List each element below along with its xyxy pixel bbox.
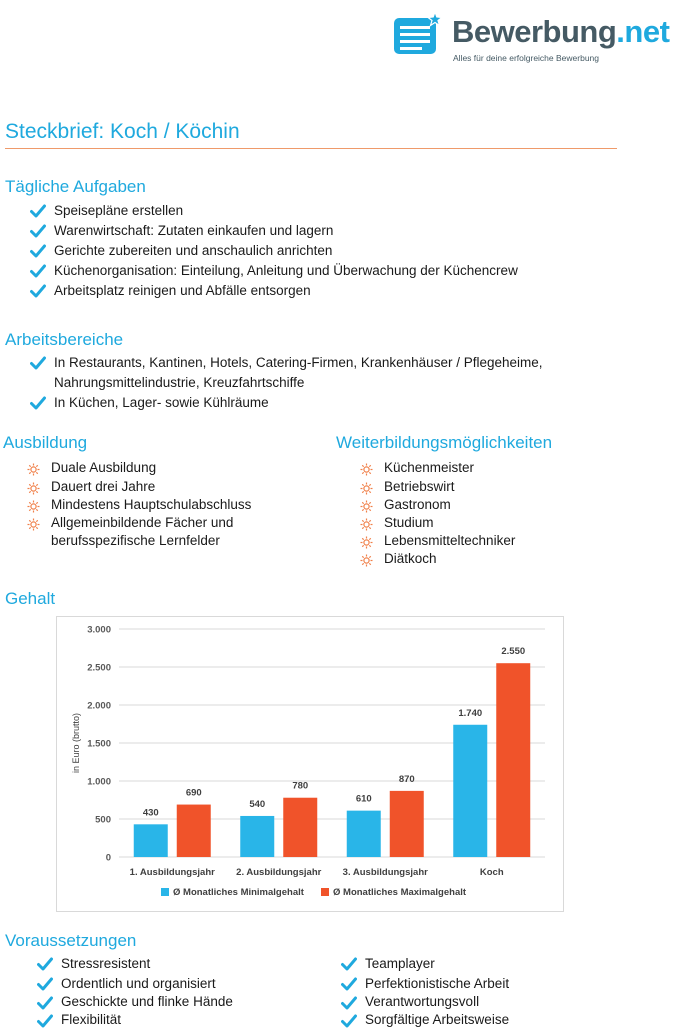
sun-icon [27,518,40,531]
check-icon [37,957,53,971]
brand-logo [394,4,700,64]
section-heading-arbeitsbereiche: Arbeitsbereiche [5,330,124,349]
check-icon [341,996,357,1010]
logo-tagline: Alles für deine erfolgreiche Bewerbung [453,53,600,63]
list-item: Gerichte zubereiten und anschaulich anrichten [30,241,518,261]
bar [240,816,274,857]
sun-icon [27,481,40,494]
list-item: Perfektionistische Arbeit [341,974,509,993]
check-icon [341,1014,357,1028]
y-tick-label: 2.500 [87,662,111,674]
legend-label: Ø Monatliches Minimalgehalt [173,887,304,898]
check-icon [30,284,46,298]
list-item: Ordentlich und organisiert [37,974,233,993]
check-icon [30,356,46,370]
list-item-continuation: Nahrungsmittelindustrie, Kreuzfahrtschiffe [54,375,305,390]
bar [390,791,424,857]
section-heading-gehalt: Gehalt [5,589,56,608]
sun-icon [360,500,373,513]
data-label: 430 [142,807,159,819]
list-item: Küchenorganisation: Einteilung, Anleitung und Überwachung der Küchencrew [30,261,518,281]
y-tick-label: 1.500 [87,738,111,750]
logo-wordmark: Bewerbung.net [452,14,670,49]
list-item: Küchenmeister [360,458,515,477]
bar [177,805,211,857]
list-item: Geschickte und flinke Hände [37,993,233,1011]
ausbildung-list [27,458,251,550]
bar [283,798,317,857]
list-item: Betriebswirt [360,477,515,496]
list-item: Teamplayer [341,954,509,974]
list-item: Speisepläne erstellen [30,201,518,221]
list-item: In Restaurants, Kantinen, Hotels, Catering-Firmen, Krankenhäuser / Pflegeheime, [30,353,543,373]
sun-icon [360,536,373,549]
check-icon [37,977,53,991]
y-tick-label: 1.000 [87,776,111,788]
list-item: Verantwortungsvoll [341,993,509,1011]
list-item: Studium [360,514,515,532]
legend-swatch [321,888,329,896]
x-tick-label: 1. Ausbildungsjahr [129,867,215,878]
bar [347,811,381,857]
document-star-icon [394,12,442,56]
y-tick-label: 0 [105,852,111,864]
data-label: 610 [355,793,372,805]
x-tick-label: 2. Ausbildungsjahr [236,867,322,878]
sun-icon [360,462,373,475]
salary-bar-chart [57,617,565,913]
x-tick-label: Koch [479,867,504,878]
y-tick-label: 2.000 [87,700,111,712]
section-heading-aufgaben: Tägliche Aufgaben [5,177,146,196]
section-heading-weiterbildung: Weiterbildungsmöglichkeiten [336,433,553,452]
list-item: Warenwirtschaft: Zutaten einkaufen und lagern [30,221,518,241]
voraussetzungen-left-list [37,954,233,1029]
y-tick-label: 500 [95,814,111,826]
page-title: Steckbrief: Koch / Köchin [5,120,240,143]
data-label: 780 [292,780,309,792]
list-item: Stressresistent [37,954,233,974]
check-icon [30,224,46,238]
data-label: 690 [185,787,202,799]
list-item: Lebensmitteltechniker [360,532,515,550]
list-item: Sorgfältige Arbeitsweise [341,1011,509,1029]
data-label: 870 [398,773,415,785]
check-icon [37,996,53,1010]
title-divider [5,148,617,149]
section-heading-voraussetzungen: Voraussetzungen [5,931,137,950]
arbeitsbereiche-list [30,353,543,413]
sun-icon [360,481,373,494]
list-item: Duale Ausbildung [27,458,251,477]
list-item: In Küchen, Lager- sowie Kühlräume [30,393,543,413]
sun-icon [27,500,40,513]
legend-label: Ø Monatliches Maximalgehalt [333,887,467,898]
list-item: Mindestens Hauptschulabschluss [27,496,251,514]
list-item: Dauert drei Jahre [27,477,251,496]
data-label: 540 [249,798,266,810]
list-item: Allgemeinbildende Fächer und [27,514,251,532]
bar [496,663,530,857]
weiterbildung-list [360,458,515,568]
list-item: Gastronom [360,496,515,514]
list-item: Diätkoch [360,550,515,568]
y-axis-title: in Euro (brutto) [71,712,81,774]
sun-icon [27,462,40,475]
check-icon [30,264,46,278]
bar [134,824,168,857]
list-item-continuation: berufsspezifische Lernfelder [51,533,220,548]
list-item: Flexibilität [37,1011,233,1029]
y-tick-label: 3.000 [87,624,111,636]
check-icon [341,977,357,991]
sun-icon [360,518,373,531]
salary-chart-frame [56,616,564,912]
check-icon [30,204,46,218]
data-label: 2.550 [501,646,526,658]
section-heading-ausbildung: Ausbildung [3,433,88,452]
legend-swatch [161,888,169,896]
list-item: Arbeitsplatz reinigen und Abfälle entsorgen [30,281,518,301]
check-icon [30,244,46,258]
data-label: 1.740 [458,707,483,719]
x-tick-label: 3. Ausbildungsjahr [342,867,428,878]
voraussetzungen-right-list [341,954,509,1029]
check-icon [341,957,357,971]
check-icon [30,396,46,410]
sun-icon [360,554,373,567]
check-icon [37,1014,53,1028]
bar [453,725,487,857]
aufgaben-list [30,201,518,301]
